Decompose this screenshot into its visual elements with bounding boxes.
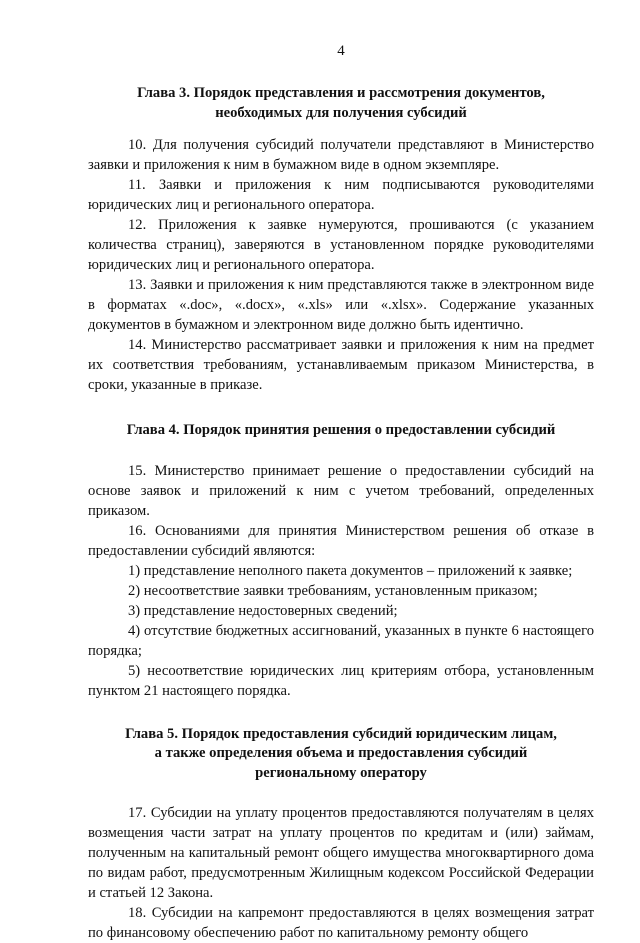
chapter-3-heading-line-2: необходимых для получения субсидий	[215, 104, 467, 121]
list-item-4: 4) отсутствие бюджетных ассигнований, указанных в пункте 6 настоящего порядка;	[88, 622, 594, 659]
chapter-5-heading-line-2: а также определения объема и предоставления субсидий	[154, 745, 528, 761]
page-number: 4	[337, 43, 345, 59]
chapter-3-heading	[88, 84, 594, 123]
paragraph-11: 11. Заявки и приложения к ним подписываются руководителями юридических лиц и регионального оператора.	[88, 177, 594, 213]
list-item-2: 2) несоответствие заявки требованиям, установленным приказом;	[128, 582, 538, 599]
chapter-4-heading: Глава 4. Порядок принятия решения о предоставлении субсидий	[126, 422, 556, 438]
list-item-1: 1) представление неполного пакета документов – приложений к заявке;	[128, 562, 573, 579]
paragraph-16: 16. Основаниями для принятия Министерством решения об отказе в предоставлении субсидий являются:	[88, 522, 594, 559]
chapter-5-heading	[88, 725, 594, 784]
paragraph-12: 12. Приложения к заявке нумеруются, прошиваются (с указанием количества страниц), заверяются в установленном порядке руководителями юридических лиц и регионального оператора.	[88, 217, 594, 273]
list-item-3: 3) представление недостоверных сведений;	[128, 602, 398, 619]
paragraph-17: 17. Субсидии на уплату процентов предоставляются получателям в целях возмещения части затрат на уплату процентов по кредитам и (или) займам, полученным на капитальный ремонт общего имущества многоквартирного дома по видам работ, предусмотренным Жилищным кодексом Российской Федерации и статьей 12 Закона.	[88, 805, 594, 901]
chapter-5-heading-line-1: Глава 5. Порядок предоставления субсидий юридическим лицам,	[125, 725, 557, 742]
paragraph-14: 14. Министерство рассматривает заявки и приложения к ним на предмет их соответствия требованиям, устанавливаемым приказом Министерства, в сроки, указанные в приказе.	[88, 337, 594, 393]
list-item-5: 5) несоответствие юридических лиц критериям отбора, установленным пунктом 21 настоящего порядка.	[88, 662, 594, 699]
paragraph-10: 10. Для получения субсидий получатели представляют в Министерство заявки и приложения к ним в бумажном виде в одном экземпляре.	[88, 137, 594, 173]
paragraph-15: 15. Министерство принимает решение о предоставлении субсидий на основе заявок и приложений к ним с учетом требований, определенных приказом.	[88, 462, 594, 519]
paragraph-13: 13. Заявки и приложения к ним представляются также в электронном виде в форматах «.doc», «.docx», «.xls» или «.xlsx». Содержание указанных документов в бумажном и электронном виде должно быть идентично.	[88, 277, 594, 333]
paragraph-18: 18. Субсидии на капремонт предоставляются в целях возмещения затрат по финансовому обеспечению работ по капитальному ремонту общего	[88, 905, 594, 941]
chapter-5-heading-line-3: региональному оператору	[255, 764, 427, 781]
chapter-3-heading-line-1: Глава 3. Порядок представления и рассмотрения документов,	[137, 85, 545, 101]
